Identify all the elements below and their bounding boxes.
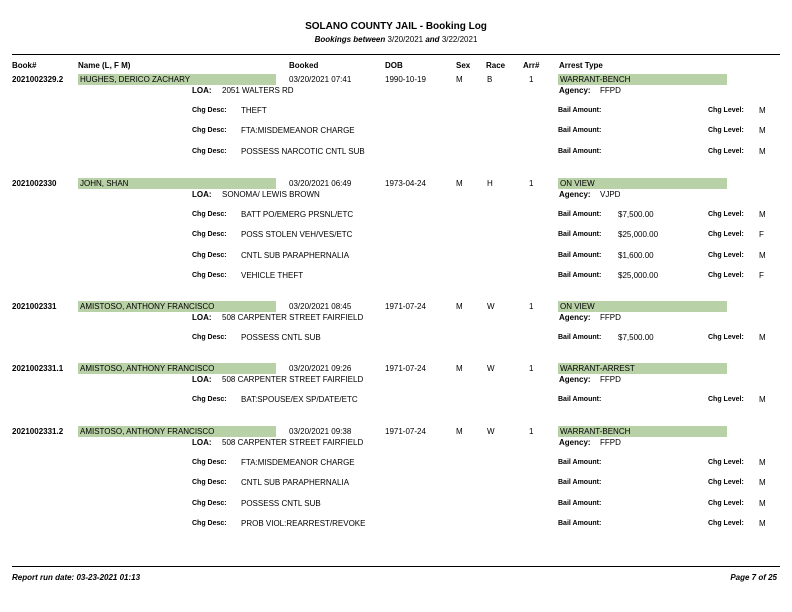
charge-level: M	[759, 498, 766, 508]
col-booked: Booked	[289, 61, 319, 70]
loa-value: SONOMA/ LEWIS BROWN	[222, 190, 320, 199]
bail-amount-label: Bail Amount:	[558, 459, 602, 466]
sex: M	[456, 75, 463, 84]
chg-level-label: Chg Level:	[708, 231, 744, 239]
book-number: 2021002329.2	[12, 75, 64, 84]
race: B	[487, 75, 493, 84]
sex: M	[456, 302, 463, 311]
charge-description: POSSESS CNTL SUB	[241, 498, 321, 508]
col-book: Book#	[12, 61, 37, 70]
agency-value: VJPD	[600, 190, 621, 199]
booked-datetime: 03/20/2021 06:49	[289, 179, 352, 188]
arrest-number: 1	[529, 364, 534, 373]
charge-description: POSSESS NARCOTIC CNTL SUB	[241, 146, 365, 156]
col-arrest-type: Arrest Type	[559, 61, 603, 70]
loa-value: 508 CARPENTER STREET FAIRFIELD	[222, 438, 364, 447]
race: H	[487, 179, 493, 188]
inmate-name: AMISTOSO, ANTHONY FRANCISCO	[80, 427, 215, 436]
chg-desc-label: Chg Desc:	[192, 334, 227, 341]
arrest-type: WARRANT-ARREST	[560, 364, 635, 373]
subtitle-prefix: Bookings between	[314, 35, 386, 44]
loa-label: LOA:	[192, 375, 212, 384]
sex: M	[456, 427, 463, 436]
header-rule	[12, 54, 780, 55]
booked-datetime: 03/20/2021 08:45	[289, 302, 352, 311]
bail-amount-label: Bail Amount:	[558, 479, 602, 487]
chg-level-label: Chg Level:	[708, 147, 744, 155]
sex: M	[456, 364, 463, 373]
charge-description: POSSESS CNTL SUB	[241, 333, 321, 342]
chg-desc-label: Chg Desc:	[192, 231, 227, 239]
agency-label: Agency:	[559, 190, 591, 199]
charge-description: POSS STOLEN VEH/VES/ETC	[241, 230, 353, 240]
chg-desc-label: Chg Desc:	[192, 107, 227, 114]
arrest-type: ON VIEW	[560, 302, 595, 311]
charge-level: M	[759, 210, 766, 219]
start-date: 3/20/2021	[387, 35, 424, 44]
date-of-birth: 1971-07-24	[385, 364, 426, 373]
charge-description: THEFT	[241, 106, 267, 115]
bail-amount-label: Bail Amount:	[558, 271, 602, 279]
booked-datetime: 03/20/2021 09:38	[289, 427, 352, 436]
loa-label: LOA:	[192, 86, 212, 95]
bail-amount: $7,500.00	[618, 333, 654, 342]
col-name: Name (L, F M)	[78, 61, 131, 70]
bail-amount: $25,000.00	[618, 230, 659, 240]
col-race: Race	[486, 61, 506, 70]
charge-level: M	[759, 146, 766, 156]
chg-level-label: Chg Level:	[708, 251, 744, 259]
bail-amount-label: Bail Amount:	[558, 251, 602, 259]
bail-amount-label: Bail Amount:	[558, 499, 602, 507]
agency-label: Agency:	[559, 86, 591, 95]
bail-amount-label: Bail Amount:	[558, 231, 602, 239]
charge-level: M	[759, 395, 766, 404]
chg-level-label: Chg Level:	[708, 107, 744, 114]
date-of-birth: 1990-10-19	[385, 75, 426, 84]
agency-value: FFPD	[600, 86, 621, 95]
chg-desc-label: Chg Desc:	[192, 459, 227, 466]
book-number: 2021002331	[12, 302, 57, 311]
arrest-type: ON VIEW	[560, 179, 595, 188]
charge-level: M	[759, 478, 766, 488]
date-of-birth: 1971-07-24	[385, 302, 426, 311]
arrest-number: 1	[529, 179, 534, 188]
col-dob: DOB	[385, 61, 403, 70]
arrest-number: 1	[529, 75, 534, 84]
agency-label: Agency:	[559, 438, 591, 447]
race: W	[487, 364, 495, 373]
charge-description: CNTL SUB PARAPHERNALIA	[241, 250, 350, 260]
chg-level-label: Chg Level:	[708, 519, 744, 527]
chg-desc-label: Chg Desc:	[192, 211, 227, 218]
charge-level: M	[759, 333, 766, 342]
arrest-number: 1	[529, 427, 534, 436]
loa-label: LOA:	[192, 438, 212, 447]
chg-desc-label: Chg Desc:	[192, 251, 227, 259]
agency-label: Agency:	[559, 313, 591, 322]
chg-level-label: Chg Level:	[708, 334, 744, 341]
charge-description: FTA:MISDEMEANOR CHARGE	[241, 126, 355, 136]
chg-level-label: Chg Level:	[708, 459, 744, 466]
bail-amount-label: Bail Amount:	[558, 211, 602, 218]
race: W	[487, 302, 495, 311]
agency-label: Agency:	[559, 375, 591, 384]
chg-desc-label: Chg Desc:	[192, 147, 227, 155]
bail-amount: $1,600.00	[618, 250, 654, 260]
chg-desc-label: Chg Desc:	[192, 127, 227, 135]
charge-description: PROB VIOL:REARREST/REVOKE	[241, 518, 366, 528]
arrest-type: WARRANT-BENCH	[560, 75, 631, 84]
loa-value: 508 CARPENTER STREET FAIRFIELD	[222, 375, 364, 384]
agency-value: FFPD	[600, 438, 621, 447]
chg-level-label: Chg Level:	[708, 127, 744, 135]
chg-desc-label: Chg Desc:	[192, 479, 227, 487]
charge-description: CNTL SUB PARAPHERNALIA	[241, 478, 350, 488]
report-title: SOLANO COUNTY JAIL - Booking Log	[305, 21, 487, 32]
loa-label: LOA:	[192, 190, 212, 199]
inmate-name: AMISTOSO, ANTHONY FRANCISCO	[80, 364, 215, 373]
report-subtitle	[0, 35, 792, 44]
bail-amount: $25,000.00	[618, 270, 659, 280]
loa-value: 508 CARPENTER STREET FAIRFIELD	[222, 313, 364, 322]
charge-level: M	[759, 458, 766, 467]
charge-level: M	[759, 250, 766, 260]
agency-value: FFPD	[600, 375, 621, 384]
bail-amount-label: Bail Amount:	[558, 107, 602, 114]
chg-level-label: Chg Level:	[708, 499, 744, 507]
chg-desc-label: Chg Desc:	[192, 271, 227, 279]
inmate-name: JOHN, SHAN	[80, 179, 129, 188]
chg-desc-label: Chg Desc:	[192, 519, 227, 527]
race: W	[487, 427, 495, 436]
charge-level: M	[759, 126, 766, 136]
charge-level: F	[759, 270, 764, 280]
charge-description: FTA:MISDEMEANOR CHARGE	[241, 458, 355, 467]
sex: M	[456, 179, 463, 188]
page-number: Page 7 of 25	[730, 573, 777, 582]
charge-description: BAT:SPOUSE/EX SP/DATE/ETC	[241, 395, 358, 404]
charge-description: BATT PO/EMERG PRSNL/ETC	[241, 210, 354, 219]
agency-value: FFPD	[600, 313, 621, 322]
chg-desc-label: Chg Desc:	[192, 499, 227, 507]
col-arr: Arr#	[523, 61, 540, 70]
book-number: 2021002331.1	[12, 364, 64, 373]
col-sex: Sex	[456, 61, 471, 70]
chg-level-label: Chg Level:	[708, 211, 744, 218]
date-of-birth: 1973-04-24	[385, 179, 426, 188]
chg-level-label: Chg Level:	[708, 396, 744, 403]
chg-desc-label: Chg Desc:	[192, 396, 227, 403]
booked-datetime: 03/20/2021 07:41	[289, 75, 352, 84]
arrest-type: WARRANT-BENCH	[560, 427, 631, 436]
chg-level-label: Chg Level:	[708, 479, 744, 487]
charge-level: F	[759, 230, 764, 240]
book-number: 2021002331.2	[12, 427, 64, 436]
loa-value: 2051 WALTERS RD	[222, 86, 294, 95]
bail-amount-label: Bail Amount:	[558, 396, 602, 403]
bail-amount-label: Bail Amount:	[558, 147, 602, 155]
end-date: 3/22/2021	[441, 35, 478, 44]
bail-amount-label: Bail Amount:	[558, 127, 602, 135]
inmate-name: HUGHES, DERICO ZACHARY	[80, 75, 191, 84]
bail-amount-label: Bail Amount:	[558, 519, 602, 527]
book-number: 2021002330	[12, 179, 57, 188]
loa-label: LOA:	[192, 313, 212, 322]
charge-level: M	[759, 518, 766, 528]
charge-description: VEHICLE THEFT	[241, 270, 304, 280]
subtitle-and: and	[425, 35, 440, 44]
footer-rule	[12, 566, 780, 567]
booked-datetime: 03/20/2021 09:26	[289, 364, 352, 373]
report-run-date: Report run date: 03-23-2021 01:13	[12, 573, 141, 582]
inmate-name: AMISTOSO, ANTHONY FRANCISCO	[80, 302, 215, 311]
arrest-number: 1	[529, 302, 534, 311]
charge-level: M	[759, 106, 766, 115]
bail-amount: $7,500.00	[618, 210, 654, 219]
chg-level-label: Chg Level:	[708, 271, 744, 279]
date-of-birth: 1971-07-24	[385, 427, 426, 436]
bail-amount-label: Bail Amount:	[558, 334, 602, 341]
